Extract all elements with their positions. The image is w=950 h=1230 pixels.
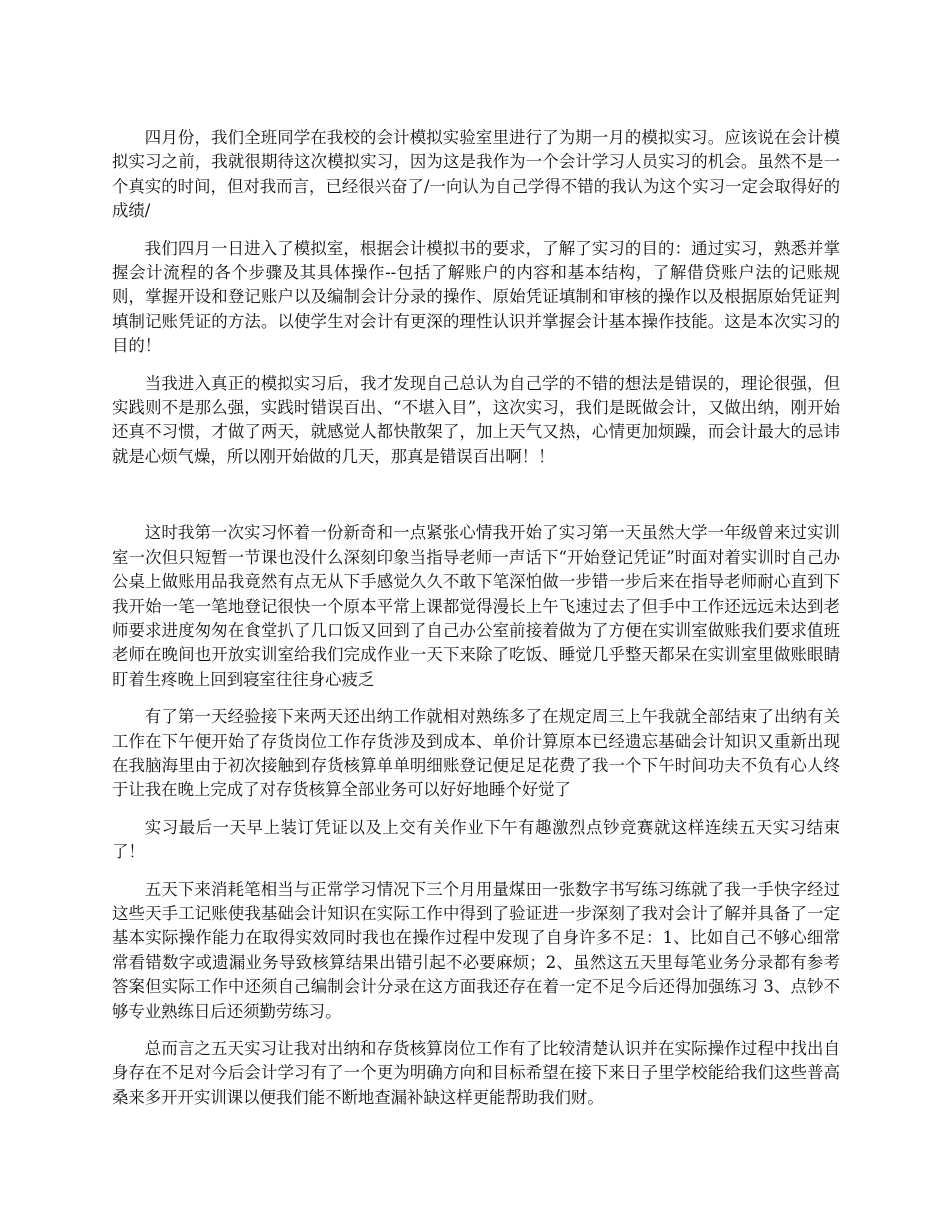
paragraph-spacer — [112, 1024, 840, 1037]
paragraph-spacer — [112, 803, 840, 816]
paragraph-spacer — [112, 359, 840, 372]
document-body — [112, 126, 840, 1110]
section-break — [112, 469, 840, 521]
paragraph-8: 总而言之五天实习让我对出纳和存货核算岗位工作有了比较清楚认识并在实际操作过程中找出自身存在不足对今后会计学习有了一个更为明确方向和目标希望在接下来日子里学校能给我们这些普高桑来多开开实训课以便我们能不断地查漏补缺这样更能帮助我们财。 — [112, 1039, 840, 1107]
paragraph-6: 实习最后一天早上装订凭证以及上交有关作业下午有趣激烈点钞竞赛就这样连续五天实习结束了！ — [112, 817, 840, 862]
paragraph-spacer — [112, 865, 840, 878]
paragraph-7: 五天下来消耗笔相当与正常学习情况下三个月用量煤田一张数字书写练习练就了我一手快字经过这些天手工记账使我基础会计知识在实际工作中得到了验证进一步深刻了我对会计了解并具备了一定基本实际操作能力在取得实效同时我也在操作过程中发现了自身许多不足：1、比如自己不够心细常常看错数字或遗漏业务导致核算结果出错引起不必要麻烦；2、虽然这五天里每笔业务分录都有参考答案但实际工作中还须自己编制会计分录在这方面我还存在着一定不足今后还得加强练习 3、点钞不够专业熟练日后还须勤劳练习。 — [112, 879, 840, 1021]
paragraph-4: 这时我第一次实习怀着一份新奇和一点紧张心情我开始了实习第一天虽然大学一年级曾来过实训室一次但只短暂一节课也没什么深刻印象当指导老师一声话下“开始登记凭证”时面对着实训时自己办公桌上做账用品我竟然有点无从下手感觉久久不敢下笔深怕做一步错一步后来在指导老师耐心直到下我开始一笔一笔地登记很快一个原本平常上课都觉得漫长上午飞速过去了但手中工作还远远未达到老师要求进度匆匆在食堂扒了几口饭又回到了自己办公室前接着做为了方便在实训室做账我们要求值班老师在晚间也开放实训室给我们完成作业一天下来除了吃饭、睡觉几乎整天都呆在实训室里做账眼睛盯着生疼晚上回到寝室往往身心疲乏 — [112, 523, 840, 689]
paragraph-spacer — [112, 692, 840, 705]
paragraph-1: 四月份，我们全班同学在我校的会计模拟实验室里进行了为期一月的模拟实习。应该说在会计模拟实习之前，我就很期待这次模拟实习，因为这是我作为一个会计学习人员实习的机会。虽然不是一个真实的时间，但对我而言，已经很兴奋了/一向认为自己学得不错的我认为这个实习一定会取得好的成绩/ — [112, 128, 840, 221]
paragraph-5: 有了第一天经验接下来两天还出纳工作就相对熟练多了在规定周三上午我就全部结束了出纳有关工作在下午便开始了存货岗位工作存货涉及到成本、单价计算原本已经遗忘基础会计知识又重新出现在我脑海里由于初次接触到存货核算单单明细账登记便足足花费了我一个下午时间功夫不负有心人终于让我在晚上完成了对存货核算全部业务可以好好地睡个好觉了 — [112, 707, 840, 800]
paragraph-2: 我们四月一日进入了模拟室，根据会计模拟书的要求，了解了实习的目的：通过实习，熟悉并掌握会计流程的各个步骤及其具体操作--包括了解账户的内容和基本结构，了解借贷账户法的记账规则，掌握开设和登记账户以及编制会计分录的操作、原始凭证填制和审核的操作以及根据原始凭证判填制记账凭证的方法。以使学生对会计有更深的理性认识并掌握会计基本操作技能。这是本次实习的目的！ — [112, 238, 840, 356]
paragraph-spacer — [112, 224, 840, 237]
paragraph-3: 当我进入真正的模拟实习后，我才发现自己总认为自己学的不错的想法是错误的，理论很强，但实践则不是那么强，实践时错误百出、“不堪入目”，这次实习，我们是既做会计，又做出纳，刚开始还真不习惯，才做了两天，就感觉人都快散架了，加上天气又热，心情更加烦躁，而会计最大的忌讳就是心烦气燥，所以刚开始做的几天，那真是错误百出啊！！ — [112, 373, 840, 466]
